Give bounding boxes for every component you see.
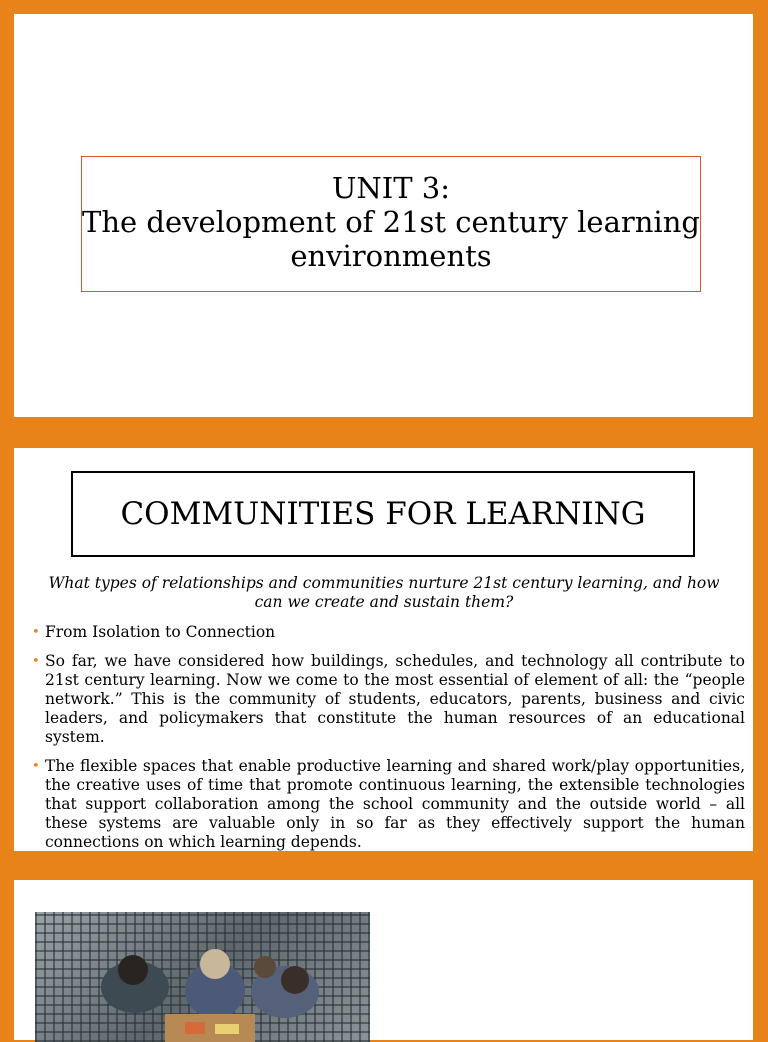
bullet-icon: • — [32, 625, 40, 640]
bullet-icon: • — [32, 759, 40, 774]
slide-heading: COMMUNITIES FOR LEARNING — [71, 471, 695, 557]
communities-slide — [14, 448, 753, 851]
unit-title-line: environments — [290, 239, 492, 273]
bullet-text: So far, we have considered how buildings, schedules, and technology all contribute to 21st century learning. Now we come to the most essential of element of all: the “people network.” This is the community of students, educators, parents, business and civic leaders, and policymakers that constitute the human resources of an educational system. — [45, 652, 745, 746]
bullet-icon: • — [32, 654, 40, 669]
unit-title-line: The development of 21st century learning — [82, 205, 700, 239]
list-item — [14, 757, 753, 852]
list-item — [14, 623, 753, 642]
title-box — [81, 156, 701, 292]
bullet-text: The flexible spaces that enable productive learning and shared work/play opportunities, the creative uses of time that promote continuous learning, the extensible technologies that support collaboration among the school community and the outside world – all these systems are valuable only in so far as they effectively support the human connections on which learning depends. — [45, 757, 745, 851]
image-slide — [14, 880, 753, 1040]
title-slide — [14, 14, 753, 417]
bullet-text: From Isolation to Connection — [45, 623, 276, 641]
bullet-list — [14, 623, 753, 862]
guiding-question: What types of relationships and communities nurture 21st century learning, and how can we create and sustain them? — [48, 574, 720, 611]
unit-label: UNIT 3: — [331, 171, 451, 205]
list-item — [14, 652, 753, 747]
collaboration-photo — [35, 912, 370, 1042]
people-illustration — [35, 912, 370, 1042]
